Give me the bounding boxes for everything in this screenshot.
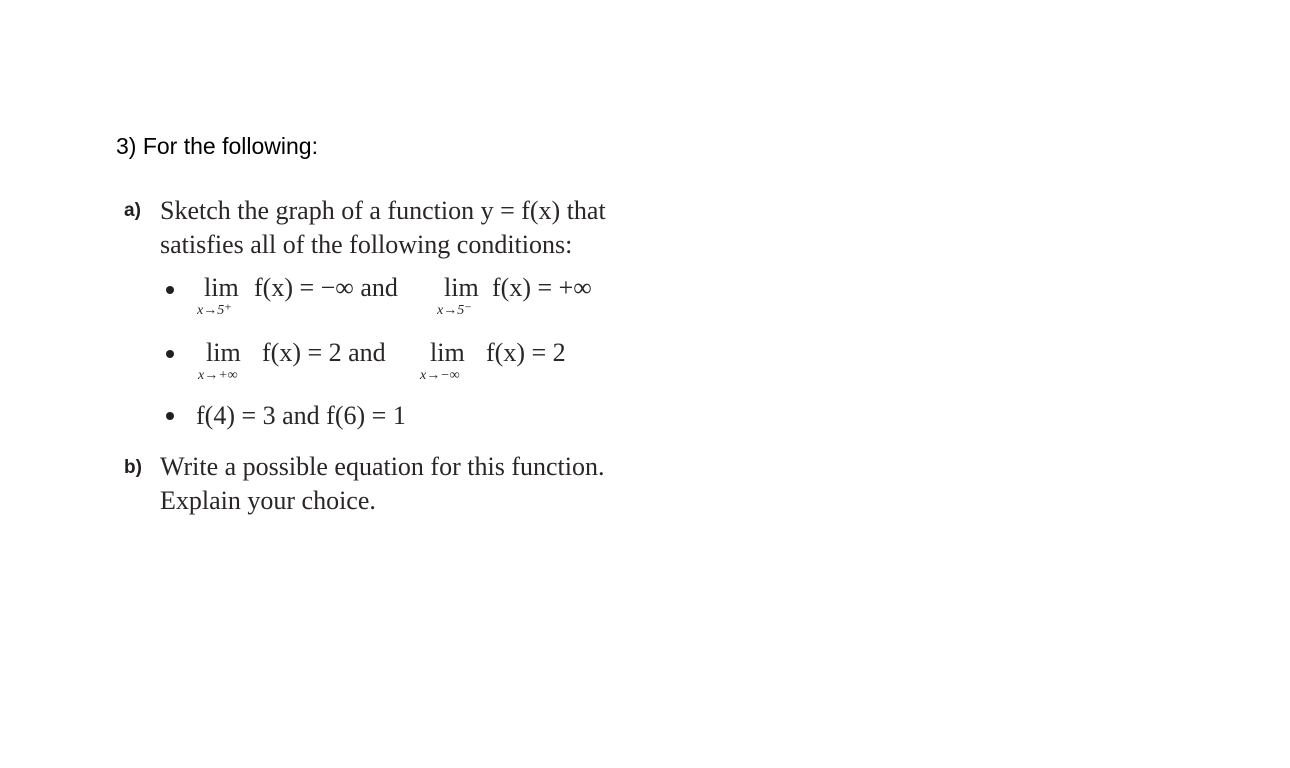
lim-word: lim <box>206 338 241 367</box>
bullet-1 <box>166 286 174 294</box>
condition-2-lim-2 <box>430 340 465 366</box>
part-a-label: a) <box>124 200 141 221</box>
condition-2-expr-2 <box>486 338 566 368</box>
condition-1-lim-1 <box>204 275 239 301</box>
condition-1-lim-2 <box>444 275 479 301</box>
condition-2-lim-2-sub: x→−∞ <box>420 368 460 383</box>
part-b-label: b) <box>124 457 142 478</box>
condition-1-lim-1-sub: x→5⁺ <box>197 303 232 318</box>
expr: f(x) = +∞ <box>492 273 592 302</box>
condition-1-expr-1 <box>254 273 398 303</box>
expr: f(x) = 2 and <box>262 338 386 367</box>
condition-2-expr-1 <box>262 338 386 368</box>
question-heading: 3) For the following: <box>116 133 318 159</box>
expr: f(x) = −∞ and <box>254 273 398 302</box>
expr: f(x) = 2 <box>486 338 566 367</box>
lim-word: lim <box>430 338 465 367</box>
condition-1-lim-2-sub: x→5⁻ <box>437 303 472 318</box>
bullet-2 <box>166 350 174 358</box>
part-a-line-1: Sketch the graph of a function y = f(x) that <box>160 196 606 225</box>
condition-3-text: f(4) = 3 and f(6) = 1 <box>196 401 406 430</box>
bullet-3 <box>166 412 174 420</box>
condition-2-lim-1 <box>206 340 241 366</box>
part-b-line-1: Write a possible equation for this function. <box>160 452 605 481</box>
condition-2-lim-1-sub: x→+∞ <box>198 368 238 383</box>
part-b-line-2: Explain your choice. <box>160 486 376 515</box>
part-a-line-2: satisfies all of the following conditions: <box>160 230 573 259</box>
lim-word: lim <box>204 273 239 302</box>
lim-word: lim <box>444 273 479 302</box>
condition-1-expr-2 <box>492 273 592 303</box>
